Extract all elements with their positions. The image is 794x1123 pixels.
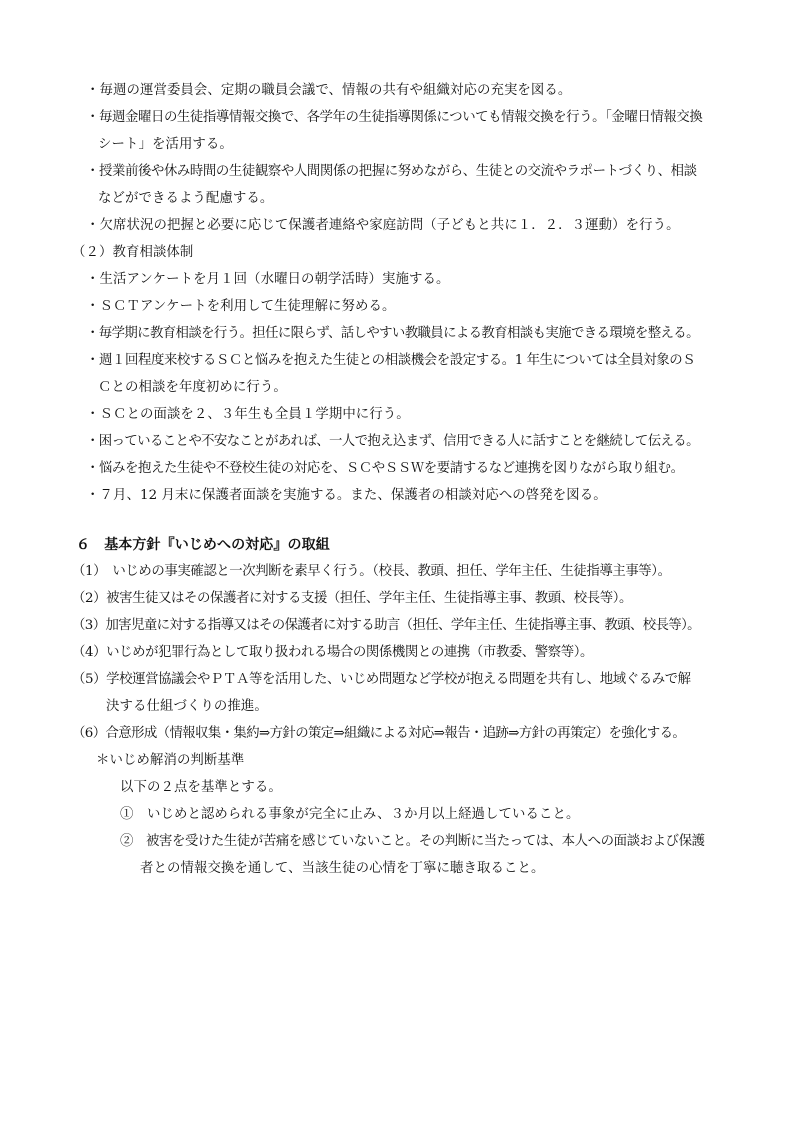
list-item: ・欠席状況の把握と必要に応じて保護者連絡や家庭訪問（子どもと共に１．２．３運動）を行う。 <box>86 218 680 233</box>
list-item-continuation: Ｃとの相談を年度初めに行う。 <box>98 380 287 395</box>
list-item-continuation: 決する仕組づくりの推進。 <box>106 699 268 714</box>
list-item: ・ＳＣとの面談を２、３年生も全員１学期中に行う。 <box>86 407 410 422</box>
list-item: ・悩みを抱えた生徒や不登校生徒の対応を、ＳＣやＳＳＷを要請するなど連携を図りながら取り組む。 <box>86 461 684 476</box>
list-item-continuation: などができるよう配慮する。 <box>98 191 274 206</box>
list-item: ・困っていることや不安なことがあれば、一人で抱え込まず、信用できる人に話すことを継続して伝える。 <box>86 434 699 449</box>
list-item: ・ＳＣＴアンケートを利用して生徒理解に努める。 <box>86 299 396 314</box>
criteria-item-continuation: 者との情報交換を通して、当該生徒の心情を丁寧に聴き取ること。 <box>140 861 545 876</box>
list-item: （3）加害児童に対する指導又はその保護者に対する助言（担任、学年主任、生徒指導主事、教頭、校長等）。 <box>72 618 700 633</box>
criteria-heading: ＊いじめ解消の判断基準 <box>96 753 245 768</box>
list-item: ・授業前後や休み時間の生徒観察や人間関係の把握に努めながら、生徒との交流やラポートづくり、相談 <box>86 164 697 179</box>
list-item: （4）いじめが犯罪行為として取り扱われる場合の関係機関との連携（市教委、警察等）。 <box>72 645 594 660</box>
list-item-continuation: シート」を活用する。 <box>98 137 233 152</box>
section-heading: ６ 基本方針『いじめへの対応』の取組 <box>76 537 330 553</box>
list-item: ・生活アンケートを月１回（水曜日の朝学活時）実施する。 <box>86 272 450 287</box>
subsection-heading: （２）教育相談体制 <box>72 245 194 260</box>
criteria-item: ② 被害を受けた生徒が苦痛を感じていないこと。その判断に当たっては、本人への面談および保護 <box>120 834 705 849</box>
list-item: ・毎週金曜日の生徒指導情報交換で、各学年の生徒指導関係についても情報交換を行う。「金曜日情報交換 <box>86 110 703 125</box>
list-item: （5）学校運営協議会やＰＴＡ等を活用した、いじめ問題など学校が抱える問題を共有し、地域ぐるみで解 <box>72 672 691 687</box>
criteria-intro: 以下の２点を基準とする。 <box>120 780 282 795</box>
criteria-item: ① いじめと認められる事象が完全に止み、３か月以上経過していること。 <box>120 807 580 822</box>
list-item: （1） いじめの事実確認と一次判断を素早く行う。（校長、教頭、担任、学年主任、生徒指導主事等）。 <box>72 564 671 579</box>
list-item: （2）被害生徒又はその保護者に対する支援（担任、学年主任、生徒指導主事、教頭、校長等）。 <box>72 591 633 606</box>
list-item: ・毎学期に教育相談を行う。担任に限らず、話しやすい教職員による教育相談も実施できる環境を整える。 <box>86 326 699 341</box>
list-item: ・毎週の運営委員会、定期の職員会議で、情報の共有や組織対応の充実を図る。 <box>86 83 572 98</box>
list-item: （6）合意形成（情報収集・集約⇒方針の策定⇒組織による対応⇒報告・追跡⇒方針の再策定）を強化する。 <box>72 726 686 741</box>
list-item: ・週１回程度来校するＳＣと悩みを抱えた生徒との相談機会を設定する。1 年生については全員対象のＳ <box>86 353 696 368</box>
list-item: ・７月、12 月末に保護者面談を実施する。また、保護者の相談対応への啓発を図る。 <box>86 488 607 503</box>
